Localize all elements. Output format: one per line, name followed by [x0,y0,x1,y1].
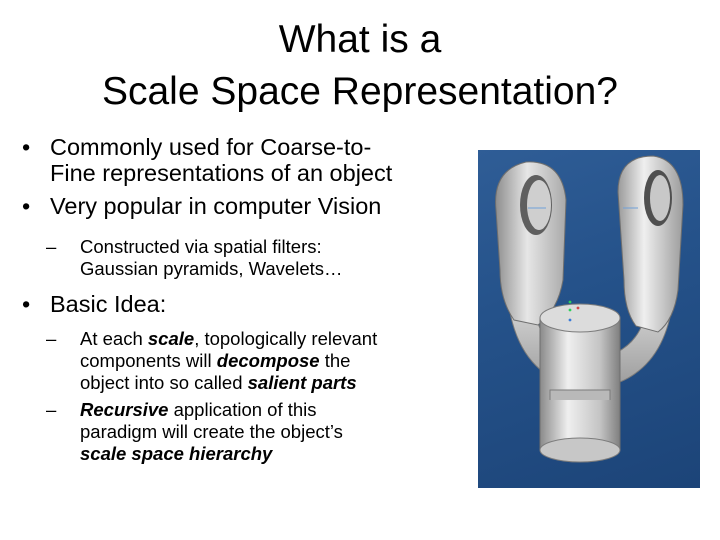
sub-bullet-line: Recursive application of this [80,399,317,420]
bullet-dot: • [22,291,31,317]
bullet-dot: • [22,134,31,160]
sub-bullet-text: Constructed via spatial filters: [80,236,322,257]
bullet-text: Basic Idea: [50,291,167,317]
title-line-1: What is a [278,18,442,61]
bullet-list [22,134,492,470]
sub-bullet-line: paradigm will create the object’s [80,421,343,442]
bullet-item [22,291,492,317]
bullet-item [22,193,492,219]
sub-bullet-item [22,328,492,394]
clevis-part-image [478,150,700,488]
sub-bullet-dash: – [46,328,57,349]
emphasis: scale [147,328,195,349]
title-line-2: Scale Space Representation? [101,70,618,113]
slide-title [0,14,720,118]
sub-bullet-item [22,236,492,280]
bullet-text: Very popular in computer Vision [50,193,382,219]
sub-bullet-line: components will decompose the [80,350,351,371]
sub-bullet-line [80,443,492,465]
emphasis: scale space hierarchy [80,443,273,464]
bullet-text: Fine representations of an object [50,160,393,186]
sub-bullet-dash: – [46,236,57,257]
sub-bullet-line: object into so called salient parts [80,372,357,393]
bullet-item [22,134,492,186]
bullet-dot: • [22,193,31,219]
emphasis: Recursive [80,399,169,420]
sub-bullet-text: Gaussian pyramids, Wavelets… [80,258,343,279]
sub-bullet-dash: – [46,399,57,420]
emphasis: salient parts [247,372,357,393]
sub-bullet-line: At each scale, topologically relevant [80,328,378,349]
clevis-part-render [478,150,700,488]
bullet-text: Commonly used for Coarse-to- [50,134,372,160]
sub-bullet-item [22,399,492,465]
emphasis: decompose [216,350,320,371]
